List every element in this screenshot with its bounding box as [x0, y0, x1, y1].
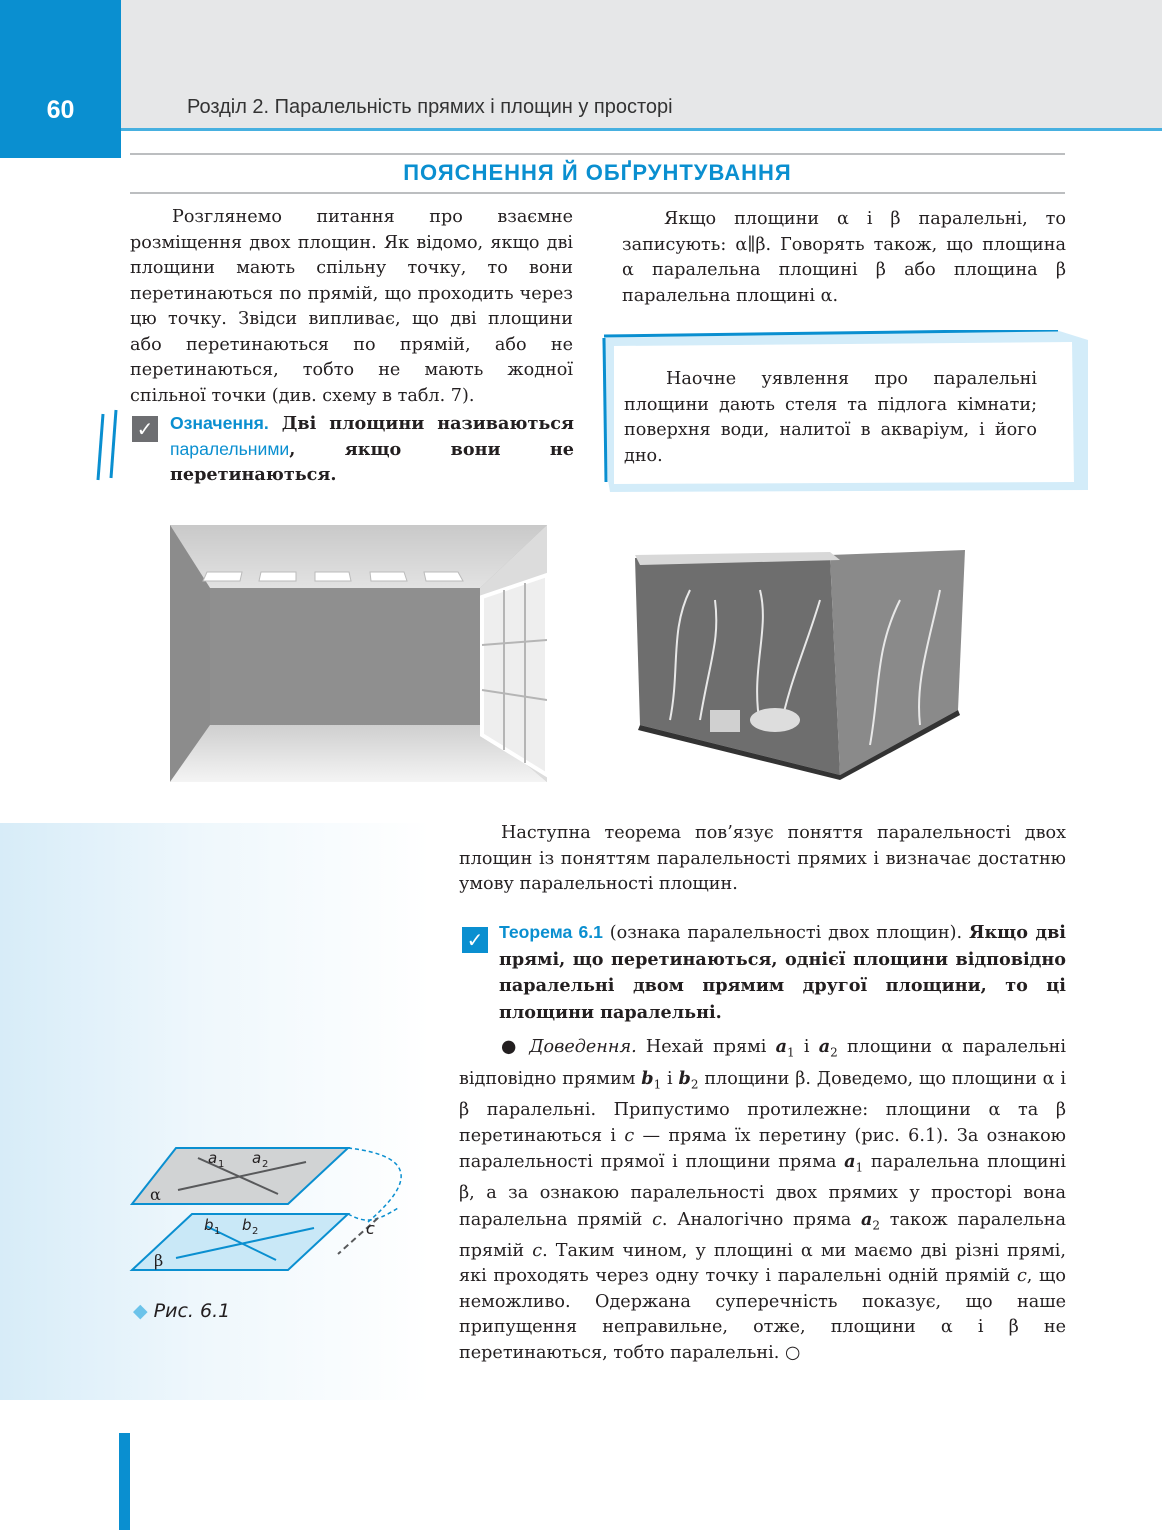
header-divider [121, 128, 1162, 131]
theorem-note: (ознака паралельності двох площин). [609, 923, 963, 943]
definition-text-2: , якщо вони не перетинаються. [170, 438, 574, 485]
proof-label: Доведення. [529, 1037, 637, 1057]
callout-text: Наочне уявлення про паралельні площини дають стеля та підлога кімнати; поверхня води, налитої в акваріум, і його дно. [624, 369, 1037, 466]
chapter-title: Розділ 2. Паралельність прямих і площин у просторі [187, 96, 673, 118]
label-beta: β [154, 1251, 164, 1270]
label-c: c [366, 1219, 375, 1238]
definition-block [170, 411, 574, 488]
figure-caption-text: Рис. 6.1 [153, 1300, 231, 1322]
label-a2-sub: 2 [262, 1159, 269, 1170]
label-a1-sub: 1 [218, 1159, 225, 1170]
notation-paragraph: Якщо площини α і β паралельні, то записують: α∥β. Говорять також, що площина α паралельна площині β або площина β паралельна площині α. [622, 209, 1066, 306]
figure-6-1 [128, 1142, 418, 1280]
page-number: 60 [46, 96, 75, 124]
label-b2-sub: 2 [252, 1226, 259, 1237]
label-b1: b [204, 1216, 214, 1234]
theorem-check-icon: ✓ [462, 927, 488, 953]
proof-paragraph: ● Доведення. Нехай прямі $a_1$ і $a_2$ площини α паралельні відповідно прямим $b_1$ і $b_2$ площини β. Доведемо, що площини α і β паралельні. Припустимо протилежне: площини α та β перетинаються і c — пряма їх перетину (рис. 6.1). За ознакою паралельності прямої і площини пряма $a_1$ паралельна площині β, а за ознакою паралельності двох прямих у просторі вона паралельна прямій c. Аналогічно пряма $a_2$ також паралельна прямій c. Таким чином, у площині α ми маємо дві різні прямі, які проходять через одну точку і паралельні одній прямій c, що неможливо. Одержана суперечність показує, що наше припущення неправильне, отже, площини α і β не перетинаються, тобто паралельні. ○ [459, 1036, 1067, 1363]
page-number-box [0, 0, 121, 158]
theorem-label: Теорема 6.1 [499, 922, 603, 942]
theorem-statement: Якщо дві прямі, що перетинаються, однієї площини відповідно паралельні двом прямим другої площини, то ці площини паралельні. [499, 922, 1066, 1023]
section-title: ПОЯСНЕННЯ Й ОБҐРУНТУВАННЯ [403, 160, 792, 185]
room-photo [170, 525, 547, 782]
label-b2: b [242, 1216, 252, 1234]
definition-term: паралельними [170, 438, 290, 459]
intro-paragraph: Розглянемо питання про взаємне розміщення двох площин. Як відомо, якщо дві площини мають спільну точку, то вони перетинаються по прямій, що проходить через цю точку. Звідси випливає, що дві площини або перетинаються по прямій, або не перетинаються, тобто не мають жодної спільної точки (див. схему в табл. 7). [130, 207, 573, 406]
definition-marker-icon [95, 408, 125, 486]
figure-caption [133, 1300, 333, 1322]
label-b1-sub: 1 [214, 1226, 221, 1237]
theorem-intro-paragraph: Наступна теорема пов’язує поняття паралельності двох площин із поняттям паралельності прямих і визначає достатню умову паралельності площин. [459, 823, 1066, 894]
section-rule-bottom [130, 192, 1065, 194]
theorem-block [499, 920, 1066, 1026]
definition-check-icon: ✓ [132, 416, 158, 442]
definition-label: Означення. [170, 413, 269, 433]
label-a2: a [252, 1149, 262, 1167]
bottom-accent-bar [119, 1433, 130, 1530]
definition-text-1: Дві площини називаються [281, 413, 574, 434]
label-alpha: α [150, 1185, 161, 1204]
label-a1: a [208, 1149, 218, 1167]
aquarium-photo [630, 530, 970, 780]
section-rule-top [130, 153, 1065, 155]
caption-diamond-icon: ◆ [133, 1300, 148, 1322]
proof-end-mark: ○ [784, 1342, 801, 1363]
